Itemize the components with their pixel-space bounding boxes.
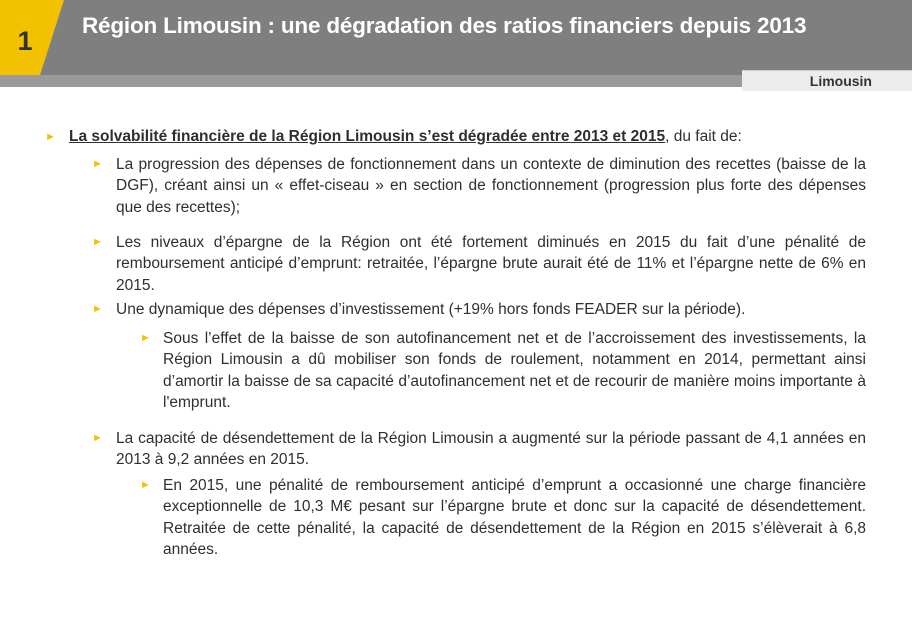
bullet-arrow-icon: ► xyxy=(92,432,103,444)
bullet-arrow-icon: ► xyxy=(140,479,151,491)
main-statement xyxy=(69,126,869,147)
section-number: 1 xyxy=(17,26,33,56)
main-statement-rest: , du fait de: xyxy=(665,128,742,145)
list-item: La capacité de désendettement de la Région Limousin a augmenté sur la période passant de 4,1 années en 2013 à 9,2 années en 2015. xyxy=(116,430,866,469)
list-item: Les niveaux d’épargne de la Région ont été fortement diminués en 2015 du fait d’une pénalité de remboursement anticipé d’emprunt: retraitée, l’épargne brute aurait été de 11% et l’épargne nette de 6% en 2015. xyxy=(116,234,866,294)
main-statement-lead: La solvabilité financière de la Région Limousin s’est dégradée entre 2013 et 2015 xyxy=(69,128,666,145)
list-item: En 2015, une pénalité de remboursement anticipé d’emprunt a occasionné une charge financière exceptionnelle de 10,3 M€ pesant sur l’épargne brute et donc sur la capacité de désendettement. Retraitée de cette pénalité, la capacité de désendettement de la Région en 2015 s’élèverait à 6,8 années. xyxy=(163,477,866,558)
list-item: Une dynamique des dépenses d’investissement (+19% hors fonds FEADER sur la période). xyxy=(116,301,746,318)
bullet-arrow-icon: ► xyxy=(45,131,56,143)
list-item: La progression des dépenses de fonctionnement dans un contexte de diminution des recettes (baisse de la DGF), créant ainsi un « effet-ciseau » en section de fonctionnement (progression plus forte des dépenses que des recettes); xyxy=(116,156,866,216)
bullet-arrow-icon: ► xyxy=(92,303,103,315)
region-tag xyxy=(742,70,912,91)
page-title: Région Limousin : une dégradation des ratios financiers depuis 2013 xyxy=(82,13,807,38)
bullet-arrow-icon: ► xyxy=(140,332,151,344)
bullet-arrow-icon: ► xyxy=(92,158,103,170)
bullet-arrow-icon: ► xyxy=(92,236,103,248)
region-label: Limousin xyxy=(809,73,872,89)
list-item: Sous l’effet de la baisse de son autofinancement net et de l’accroissement des investissements, la Région Limousin a dû mobiliser son fonds de roulement, notamment en 2014, permettant ainsi d’amortir la baisse de sa capacité d’autofinancement net et de recourir de manière moins importante à l'emprunt. xyxy=(163,330,866,411)
